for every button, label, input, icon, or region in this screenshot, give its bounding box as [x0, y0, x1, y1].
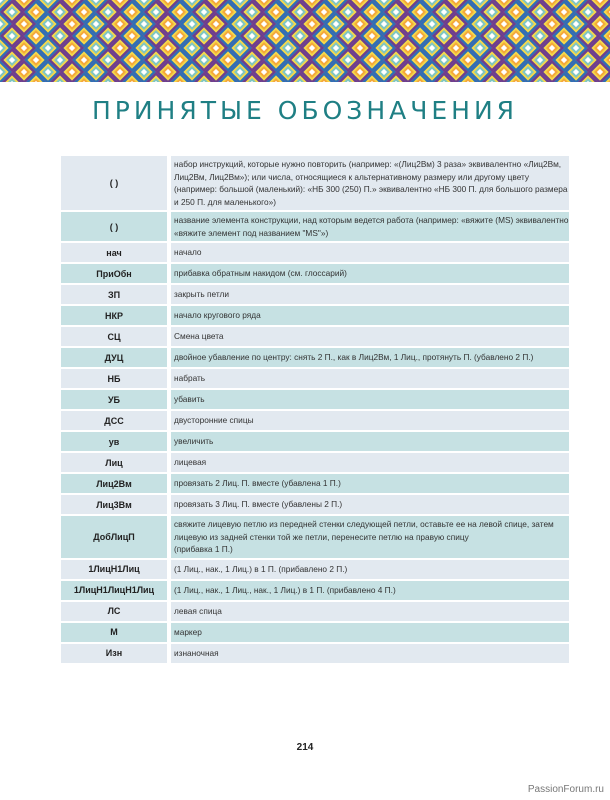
table-row — [61, 212, 569, 241]
description-cell: набрать — [171, 369, 569, 388]
table-row — [61, 602, 569, 621]
abbreviation-cell: Лиц3Вм — [61, 495, 167, 514]
abbreviations-table — [61, 154, 569, 665]
description-cell: (1 Лиц., нак., 1 Лиц., нак., 1 Лиц.) в 1 П. (прибавлено 4 П.) — [171, 581, 569, 600]
abbreviation-cell: Изн — [61, 644, 167, 663]
table-row — [61, 560, 569, 579]
abbreviation-cell: 1ЛицН1Лиц — [61, 560, 167, 579]
abbreviation-cell: М — [61, 623, 167, 642]
description-cell: название элемента конструкции, над которым ведется работа (например: «вяжите (MS) эквивалентно «вяжите элемент под названием "MS"») — [171, 212, 569, 241]
description-cell: (1 Лиц., нак., 1 Лиц.) в 1 П. (прибавлено 2 П.) — [171, 560, 569, 579]
table-row — [61, 243, 569, 262]
abbreviation-cell: ( ) — [61, 212, 167, 241]
description-cell: убавить — [171, 390, 569, 409]
table-row — [61, 516, 569, 558]
abbreviation-cell: СЦ — [61, 327, 167, 346]
description-cell: лицевая — [171, 453, 569, 472]
abbreviation-cell: 1ЛицН1ЛицН1Лиц — [61, 581, 167, 600]
page-number: 214 — [296, 742, 314, 753]
description-cell: двойное убавление по центру: снять 2 П., как в Лиц2Вм, 1 Лиц., протянуть П. (убавлено 2 П.) — [171, 348, 569, 367]
description-cell: набор инструкций, которые нужно повторить (например: «(Лиц2Вм) 3 раза» эквивалентно «Лиц2Вм, Лиц2Вм, Лиц2Вм»); или числа, относящиеся к альтернативному размеру или другому цвету (например: большой (маленький): «НБ 300 (250) П.» эквивалентно «НБ 300 П. для большого размера и 250 П. для маленького») — [171, 156, 569, 210]
abbreviation-cell: ( ) — [61, 156, 167, 210]
description-cell: увеличить — [171, 432, 569, 451]
table-row — [61, 474, 569, 493]
table-row — [61, 348, 569, 367]
table-row — [61, 453, 569, 472]
table-row — [61, 623, 569, 642]
description-cell: провязать 3 Лиц. П. вместе (убавлены 2 П.) — [171, 495, 569, 514]
table-row — [61, 264, 569, 283]
abbreviation-cell: УБ — [61, 390, 167, 409]
description-cell: маркер — [171, 623, 569, 642]
table-row — [61, 156, 569, 210]
abbreviation-cell: ЛС — [61, 602, 167, 621]
description-cell: начало кругового ряда — [171, 306, 569, 325]
description-cell: провязать 2 Лиц. П. вместе (убавлена 1 П.) — [171, 474, 569, 493]
table-row — [61, 285, 569, 304]
description-cell: свяжите лицевую петлю из передней стенки следующей петли, оставьте ее на левой спице, затем лицевую из задней стенки той же петли, перенесите петлю на правую спицу (прибавка 1 П.) — [171, 516, 569, 558]
table-row — [61, 327, 569, 346]
description-cell: изнаночная — [171, 644, 569, 663]
table-row — [61, 390, 569, 409]
description-cell: левая спица — [171, 602, 569, 621]
watermark: PassionForum.ru — [527, 784, 604, 795]
table-row — [61, 581, 569, 600]
abbreviation-cell: ув — [61, 432, 167, 451]
abbreviation-cell: ЗП — [61, 285, 167, 304]
table-row — [61, 644, 569, 663]
description-cell: прибавка обратным накидом (см. глоссарий) — [171, 264, 569, 283]
abbreviation-cell: ДобЛицП — [61, 516, 167, 558]
description-cell: начало — [171, 243, 569, 262]
table-row — [61, 432, 569, 451]
decorative-banner — [0, 0, 610, 82]
description-cell: Смена цвета — [171, 327, 569, 346]
diamond-pattern-icon — [0, 0, 610, 82]
table-row — [61, 495, 569, 514]
abbreviation-cell: нач — [61, 243, 167, 262]
page-title: ПРИНЯТЫЕ ОБОЗНАЧЕНИЯ — [91, 96, 519, 125]
table-row — [61, 369, 569, 388]
abbreviation-cell: ДСС — [61, 411, 167, 430]
table-row — [61, 411, 569, 430]
abbreviation-cell: ДУЦ — [61, 348, 167, 367]
abbreviation-cell: НБ — [61, 369, 167, 388]
table-row — [61, 306, 569, 325]
abbreviation-cell: Лиц — [61, 453, 167, 472]
description-cell: закрыть петли — [171, 285, 569, 304]
abbreviation-cell: Лиц2Вм — [61, 474, 167, 493]
abbreviation-cell: ПриОбн — [61, 264, 167, 283]
abbreviation-cell: НКР — [61, 306, 167, 325]
description-cell: двусторонние спицы — [171, 411, 569, 430]
